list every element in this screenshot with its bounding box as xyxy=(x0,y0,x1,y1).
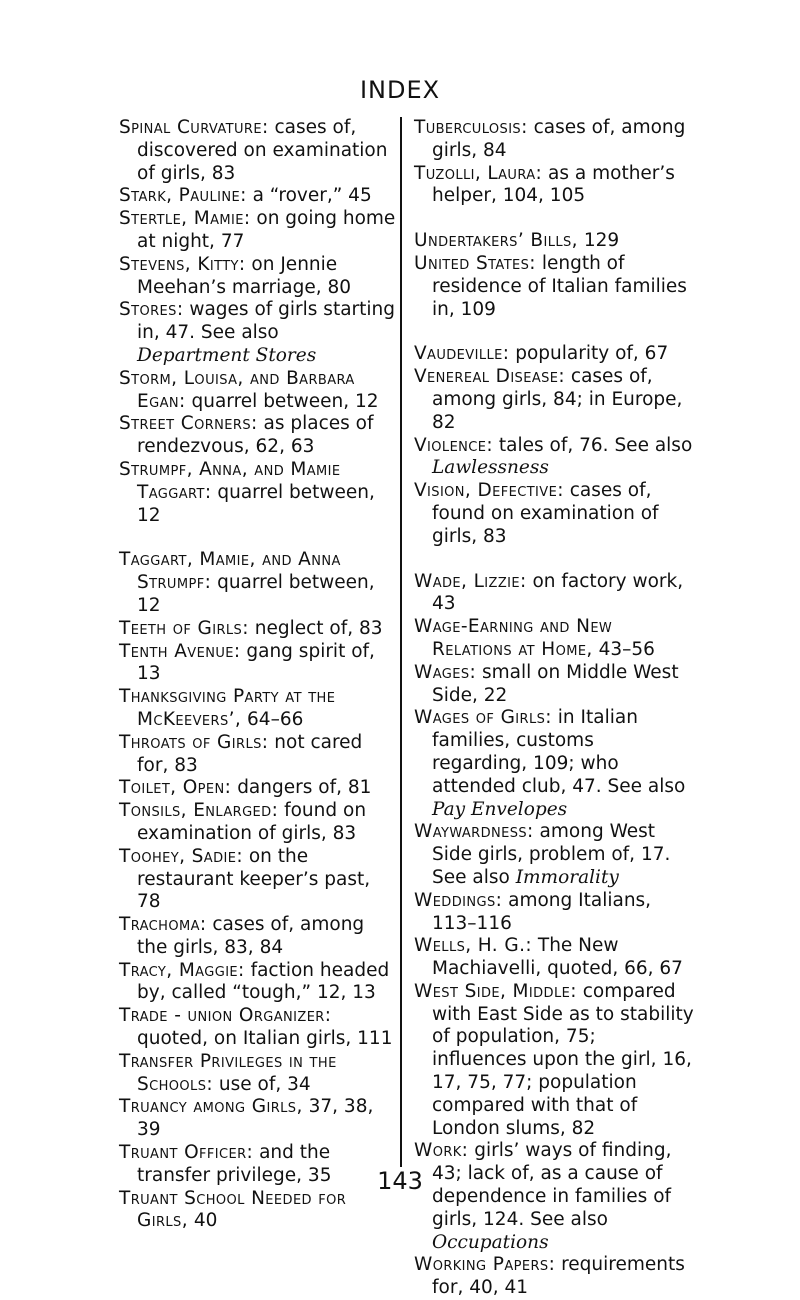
entry-heading: Throats of Girls: xyxy=(119,731,269,753)
entry-text: on going home at night, 77 xyxy=(137,208,396,252)
entry-text: among West Side girls, problem of, 17. See also xyxy=(432,821,671,888)
page-title: INDEX xyxy=(359,76,441,104)
index-entry xyxy=(119,618,396,641)
index-entry xyxy=(414,662,694,708)
index-entry xyxy=(414,616,694,662)
index-entry xyxy=(119,413,396,459)
entry-text: on the restaurant keeper’s past, 78 xyxy=(137,845,371,913)
entry-text: cases of, among the girls, 83, 84 xyxy=(137,914,365,958)
entry-text: 40 xyxy=(187,1210,218,1232)
entry-heading: Taggart, Mamie, and Anna Strumpf: xyxy=(119,549,341,594)
entry-heading: Vaudeville: xyxy=(414,343,510,365)
page-number: 143 xyxy=(377,1167,423,1195)
index-entry xyxy=(119,117,396,185)
entry-text: a “rover,” 45 xyxy=(246,185,372,207)
index-entry xyxy=(119,459,396,527)
index-column-left xyxy=(119,117,396,1233)
entry-heading: Stark, Pauline: xyxy=(119,185,247,207)
index-entry xyxy=(119,641,396,687)
entry-text: 43–56 xyxy=(592,638,655,660)
entry-heading: Work: xyxy=(414,1140,469,1162)
index-entry xyxy=(414,935,694,981)
entry-text: quarrel between, 12 xyxy=(137,572,375,616)
entry-text: compared with East Side as to stability of population, 75; influences upon the girl, 16, 17, 75, 77; population compared with that of London slums, 82 xyxy=(432,980,694,1139)
index-entry xyxy=(414,1140,694,1254)
entry-heading: Truancy among Girls, xyxy=(119,1096,303,1118)
entry-heading: Truant School Needed for Girls, xyxy=(119,1187,347,1232)
index-entry xyxy=(119,185,396,208)
entry-heading: Wages of Girls: xyxy=(414,707,552,729)
column-divider xyxy=(400,117,402,1167)
entry-heading: Tenth Avenue: xyxy=(119,640,241,662)
entry-heading: United States: xyxy=(414,252,536,274)
index-entry xyxy=(414,480,694,548)
index-entry xyxy=(119,914,396,960)
entry-see-also: Immorality xyxy=(515,866,619,888)
entry-text: cases of, discovered on examination of girls, 83 xyxy=(137,117,388,184)
entry-text: quoted, on Italian girls, 111 xyxy=(137,1028,393,1050)
index-entry xyxy=(414,821,694,889)
index-entry xyxy=(119,1096,396,1142)
entry-see-also: Lawlessness xyxy=(432,457,549,479)
entry-text: cases of, found on examination of girls, 83 xyxy=(432,480,659,547)
index-entry xyxy=(414,707,694,821)
entry-text: on factory work, 43 xyxy=(432,570,684,615)
entry-heading: Undertakers’ Bills, xyxy=(414,230,578,252)
index-entry xyxy=(414,1254,694,1300)
entry-heading: Tracy, Maggie: xyxy=(119,959,245,981)
entry-heading: Tonsils, Enlarged: xyxy=(119,800,279,822)
index-entry xyxy=(119,368,396,414)
entry-heading: Wade, Lizzie: xyxy=(414,570,527,592)
index-entry xyxy=(414,366,694,434)
entry-heading: Transfer Privileges in the Schools: xyxy=(119,1050,337,1095)
entry-heading: Toilet, Open: xyxy=(119,777,232,799)
index-entry xyxy=(414,253,694,321)
index-entry xyxy=(119,1005,396,1051)
entry-text: quarrel between, 12 xyxy=(137,481,375,526)
entry-see-also: Pay Envelopes xyxy=(432,798,568,820)
entry-heading: Truant Officer: xyxy=(119,1142,254,1164)
entry-text: in Italian families, customs regarding, 109; who attended club, 47. See also xyxy=(432,707,686,797)
entry-heading: Stertle, Mamie: xyxy=(119,208,251,230)
entry-text: quarrel between, 12 xyxy=(185,390,379,412)
entry-text: use of, 34 xyxy=(213,1073,311,1095)
entry-heading: Wells, H. G.: xyxy=(414,935,533,957)
entry-heading: Toohey, Sadie: xyxy=(119,845,243,867)
entry-heading: Working Papers: xyxy=(414,1254,556,1276)
index-entry xyxy=(414,571,694,617)
entry-text: wages of girls starting in, 47. See also xyxy=(137,299,396,344)
entry-text: 64–66 xyxy=(241,708,304,730)
entry-text: as a mother’s helper, 104, 105 xyxy=(432,162,675,207)
index-entry xyxy=(119,299,396,367)
entry-text: not cared for, 83 xyxy=(137,731,363,776)
entry-see-also: Occupations xyxy=(432,1231,549,1253)
entry-heading: Waywardness: xyxy=(414,821,534,843)
entry-text: length of residence of Italian families in, 109 xyxy=(432,252,687,320)
entry-text: dangers of, 81 xyxy=(231,777,372,799)
index-entry xyxy=(414,230,694,253)
entry-text: 37, 38, 39 xyxy=(137,1096,374,1141)
entry-text: small on Middle West Side, 22 xyxy=(432,661,679,706)
entry-text: requirements for, 40, 41 xyxy=(432,1254,685,1299)
index-entry xyxy=(119,846,396,914)
index-entry xyxy=(414,981,694,1141)
index-entry xyxy=(414,163,694,209)
index-entry xyxy=(414,890,694,936)
entry-heading: Stores: xyxy=(119,299,184,321)
entry-heading: Wages: xyxy=(414,661,477,683)
entry-heading: Violence: xyxy=(414,434,494,456)
entry-heading: Storm, Louisa, and Barbara Egan: xyxy=(119,367,355,412)
entry-see-also: Department Stores xyxy=(137,344,317,366)
entry-heading: Wage-Earning and New Relations at Home, xyxy=(414,616,613,660)
entry-text: found on examination of girls, 83 xyxy=(137,800,367,844)
index-entry xyxy=(119,549,396,617)
entry-text: tales of, 76. See also xyxy=(493,434,693,456)
entry-text: and the transfer privilege, 35 xyxy=(137,1142,332,1186)
entry-text: on Jennie Meehan’s marriage, 80 xyxy=(137,253,352,298)
index-entry xyxy=(119,777,396,800)
entry-heading: West Side, Middle: xyxy=(414,980,577,1002)
index-entry xyxy=(119,800,396,846)
entry-heading: Tuberculosis: xyxy=(414,117,528,138)
entry-text: girls’ ways of finding, 43; lack of, as a cause of dependence in families of girls, 124. See also xyxy=(432,1140,672,1230)
entry-text: gang spirit of, 13 xyxy=(137,640,375,685)
entry-heading: Thanksgiving Party at the McKeevers’, xyxy=(119,686,336,730)
entry-heading: Stevens, Kitty: xyxy=(119,253,246,275)
index-entry xyxy=(414,435,694,481)
entry-text: popularity of, 67 xyxy=(509,343,669,365)
entry-heading: Vision, Defective: xyxy=(414,480,564,502)
index-entry xyxy=(119,254,396,300)
entry-heading: Teeth of Girls: xyxy=(119,617,249,639)
entry-heading: Tuzolli, Laura: xyxy=(414,162,543,184)
index-entry xyxy=(119,960,396,1006)
entry-heading: Weddings: xyxy=(414,889,503,911)
index-entry xyxy=(414,117,694,163)
index-entry xyxy=(119,732,396,778)
index-entry xyxy=(119,1051,396,1097)
entry-heading: Street Corners: xyxy=(119,413,258,435)
index-entry xyxy=(119,208,396,254)
entry-text: 129 xyxy=(577,230,620,252)
entry-text: as places of rendezvous, 62, 63 xyxy=(137,413,374,458)
entry-text: neglect of, 83 xyxy=(248,617,383,639)
entry-heading: Spinal Curvature: xyxy=(119,117,269,138)
entry-heading: Venereal Disease: xyxy=(414,366,566,388)
entry-heading: Trade - union Organizer: xyxy=(119,1005,332,1027)
entry-text: The New Machiavelli, quoted, 66, 67 xyxy=(432,935,683,980)
entry-text: among Italians, 113–116 xyxy=(432,889,652,934)
index-entry xyxy=(119,686,396,732)
entry-text: faction headed by, called “tough,” 12, 13 xyxy=(137,959,390,1004)
index-column-right xyxy=(414,117,694,1300)
entry-heading: Strumpf, Anna, and Mamie Taggart: xyxy=(119,458,341,503)
entry-heading: Trachoma: xyxy=(119,914,207,936)
entry-text: cases of, among girls, 84; in Europe, 82 xyxy=(432,366,683,433)
entry-text: cases of, among girls, 84 xyxy=(432,117,686,161)
index-entry xyxy=(414,343,694,366)
